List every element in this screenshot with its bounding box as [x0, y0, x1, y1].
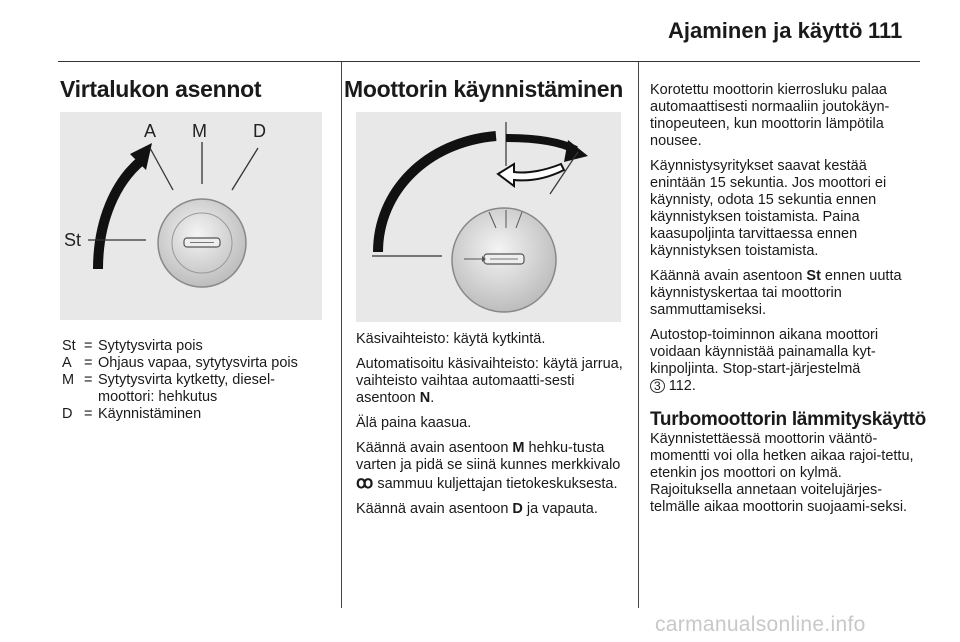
middle-column-text: [356, 331, 628, 526]
paragraph-text: ja vapauta.: [522, 501, 598, 517]
right-column-text: [650, 82, 926, 524]
paragraph-text: Käännä avain asentoon: [356, 440, 513, 456]
legend-equals: =: [84, 338, 93, 354]
paragraph: Käynnistettäessä moottorin vääntö-momentti voi olla hetken aikaa rajoi-tettu, etenkin jos moottori on kylmä. Rajoituksella annetaan voitelujärjes-telmälle aikaa moottorin suojaami-seksi.: [650, 431, 914, 515]
position-label: M: [512, 440, 525, 456]
figure-label-m: M: [192, 121, 207, 141]
figure-label-d: D: [253, 121, 266, 141]
legend-key: St: [62, 338, 76, 354]
paragraph: [356, 501, 628, 518]
position-label: N: [419, 390, 431, 406]
column-divider-right: [638, 62, 639, 608]
cross-reference-arrow-icon[interactable]: 3: [650, 379, 665, 393]
legend-value: Sytytysvirta kytketty, diesel-moottori: hehkutus: [98, 372, 275, 405]
paragraph-text: Automatisoitu käsivaihteisto: käytä jarrua, vaihteisto vaihtaa automaatti-sesti asentoon: [356, 356, 623, 406]
legend-row: [62, 338, 338, 355]
legend-equals: =: [84, 372, 93, 388]
legend-equals: =: [84, 355, 93, 371]
paragraph: Käynnistysyritykset saavat kestää enintään 15 sekuntia. Jos moottori ei käynnisty, odota 15 sekuntia ennen käynnistyksen toistamista. Paina kaasupoljinta tarvittaessa ennen käynnistyksen toistamista.: [650, 158, 887, 259]
paragraph-text: ennen uutta käynnistyskertaa tai moottorin sammuttamiseksi.: [650, 268, 902, 318]
paragraph: [650, 327, 922, 395]
position-label: St: [806, 268, 821, 284]
ignition-positions-illustration: [60, 112, 322, 320]
legend-value: Ohjaus vapaa, sytytysvirta pois: [98, 355, 298, 371]
figure-label-st: St: [64, 230, 82, 250]
engine-start-figure: [356, 112, 621, 322]
ignition-legend: [62, 338, 338, 423]
legend-row: [62, 372, 338, 406]
paragraph: [650, 268, 922, 319]
paragraph-text: .: [430, 390, 435, 406]
paragraph: Käsivaihteisto: käytä kytkintä.: [356, 331, 546, 347]
header-rule: [58, 61, 920, 62]
running-header-title: Ajaminen ja käyttö: [668, 18, 863, 43]
paragraph: [356, 356, 628, 407]
glow-plug-indicator-icon: ꝏ: [356, 473, 374, 492]
engine-start-illustration: [356, 112, 621, 322]
paragraph: Älä paina kaasua.: [356, 415, 472, 431]
legend-key: M: [62, 372, 75, 388]
paragraph-text: Autostop-toiminnon aikana moottori voidaan käynnistää painamalla kyt-kinpoljinta. Stop-start-järjestelmä: [650, 327, 879, 377]
legend-key: D: [62, 406, 73, 422]
figure-label-a: A: [144, 121, 157, 141]
column-divider-left: [341, 62, 342, 608]
legend-equals: =: [84, 406, 93, 422]
page-number: 111: [868, 18, 903, 43]
legend-key: A: [62, 355, 72, 371]
position-label: D: [512, 501, 523, 517]
paragraph: Korotettu moottorin kierrosluku palaa automaattisesti normaaliin joutokäyn-tinopeuteen, kun moottorin lämpötila nousee.: [650, 82, 890, 149]
legend-row: [62, 355, 338, 372]
paragraph-text: sammuu kuljettajan tietokeskuksesta.: [373, 476, 618, 492]
legend-value: Sytytysvirta pois: [98, 338, 203, 354]
section-heading-ignition-positions: Virtalukon asennot: [60, 76, 262, 102]
paragraph-text: hehku-tusta varten ja pidä se siinä kunnes merkkivalo: [356, 440, 621, 473]
legend-value: Käynnistäminen: [98, 406, 202, 422]
cross-reference-link[interactable]: 112.: [664, 378, 696, 394]
paragraph-text: Käännä avain asentoon: [356, 501, 513, 517]
paragraph: [356, 440, 628, 493]
legend-row: [62, 406, 338, 423]
subheading-turbo-warmup: Turbomoottorin lämmityskäyttö: [650, 409, 926, 430]
ignition-positions-figure: [60, 112, 322, 320]
section-heading-engine-start: Moottorin käynnistäminen: [344, 76, 624, 102]
watermark: carmanualsonline.info: [655, 613, 866, 636]
paragraph-text: Käännä avain asentoon: [650, 268, 807, 284]
